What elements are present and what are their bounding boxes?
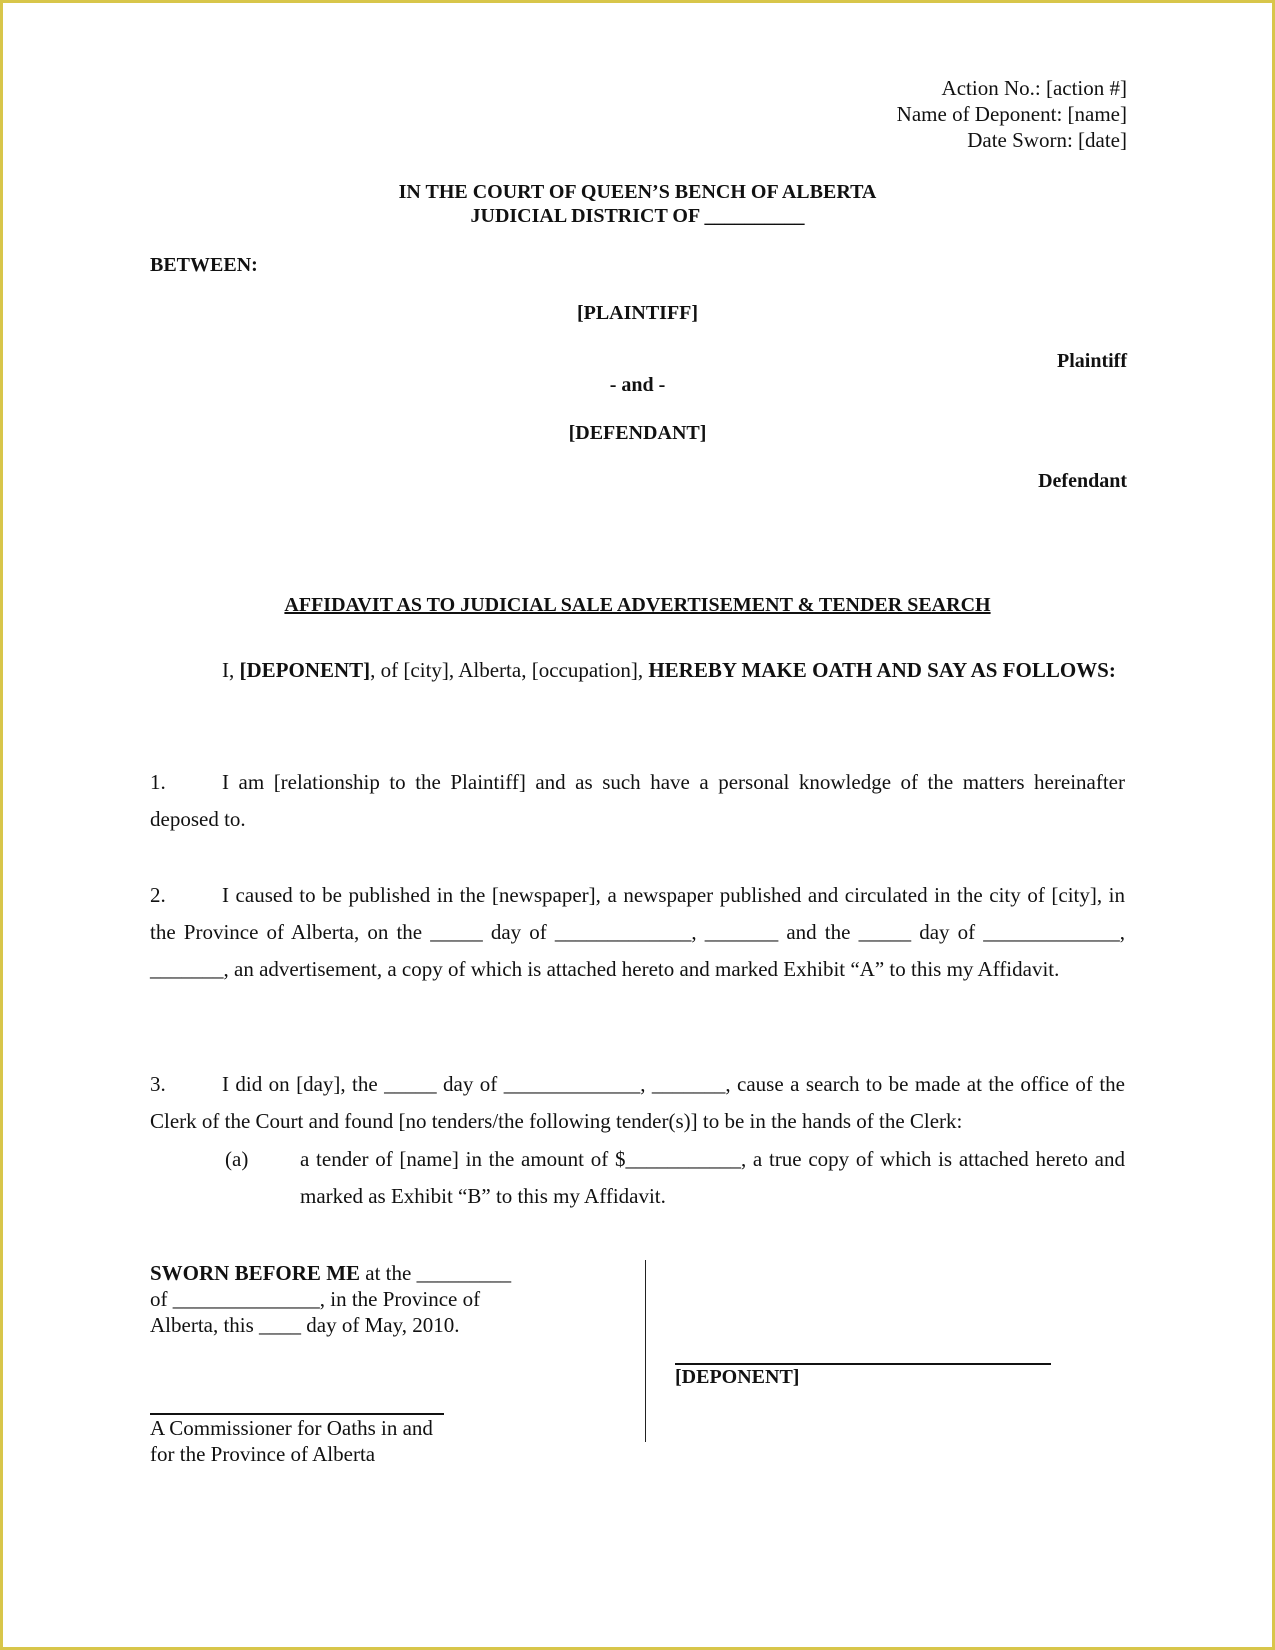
paragraph-number: 2.: [150, 883, 166, 907]
sworn-block: [150, 1260, 570, 1338]
defendant-role: Defendant: [1038, 470, 1127, 492]
paragraph-text: I caused to be published in the [newspaper], a newspaper published and circulated in the city of [city], in the Province of Alberta, on the _____ day of _____________, _______ and the _____ day of _____________, _______, an advertisement, a copy of which is attached hereto and marked Exhibit “A” to this my Affidavit.: [150, 883, 1125, 981]
paragraph-2: [150, 877, 1125, 988]
defendant-name: [DEFENDANT]: [568, 422, 707, 444]
intro-paragraph: [150, 652, 1125, 689]
paragraph-text: I am [relationship to the Plaintiff] and as such have a personal knowledge of the matters hereinafter deposed to.: [150, 770, 1125, 831]
deponent-signature-name: [DEPONENT]: [675, 1366, 800, 1388]
intro-middle: , of [city], Alberta, [occupation],: [370, 658, 649, 682]
paragraph-text: I did on [day], the _____ day of _____________, _______, cause a search to be made at the office of the Clerk of the Court and found [no tenders/the following tender(s)] to be in the hands of the Clerk:: [150, 1072, 1125, 1133]
court-heading: [150, 180, 1125, 228]
between-label: BETWEEN:: [150, 254, 258, 276]
paragraph-1: [150, 764, 1125, 838]
commissioner-line-2: for the Province of Alberta: [150, 1442, 376, 1466]
date-sworn: Date Sworn: [date]: [967, 128, 1127, 152]
plaintiff-role: Plaintiff: [1057, 350, 1127, 372]
intro-lead: I,: [222, 658, 240, 682]
sworn-line-1: [150, 1260, 570, 1286]
paragraph-number: 3.: [150, 1072, 166, 1096]
judicial-district: JUDICIAL DISTRICT OF __________: [470, 205, 805, 227]
commissioner-line-1: A Commissioner for Oaths in and: [150, 1416, 433, 1440]
document-title: AFFIDAVIT AS TO JUDICIAL SALE ADVERTISEMENT & TENDER SEARCH: [284, 594, 991, 616]
action-number: Action No.: [action #]: [941, 76, 1127, 100]
commissioner-block: [150, 1415, 433, 1467]
sworn-line-3: Alberta, this ____ day of May, 2010.: [150, 1313, 460, 1337]
deponent-name: Name of Deponent: [name]: [896, 102, 1127, 126]
sworn-lead: SWORN BEFORE ME: [150, 1261, 361, 1285]
sub-item-text: a tender of [name] in the amount of $___________, a true copy of which is attached hereto and marked as Exhibit “B” to this my Affidavit.: [300, 1147, 1125, 1208]
plaintiff-name: [PLAINTIFF]: [576, 302, 699, 324]
court-name: IN THE COURT OF QUEEN’S BENCH OF ALBERTA: [398, 181, 877, 203]
column-divider: [645, 1260, 646, 1442]
intro-deponent: [DEPONENT]: [239, 658, 371, 682]
sub-item-label: (a): [225, 1147, 249, 1171]
intro-oath: HEREBY MAKE OATH AND SAY AS FOLLOWS:: [648, 658, 1116, 682]
header-block: [727, 75, 1127, 153]
and-separator: - and -: [609, 374, 666, 396]
sworn-line-2: of ______________, in the Province of: [150, 1287, 481, 1311]
paragraph-number: 1.: [150, 770, 166, 794]
deponent-signature-line: [675, 1363, 1051, 1365]
paragraph-3: [150, 1066, 1125, 1140]
sworn-line-1-rest: at the _________: [360, 1261, 512, 1285]
